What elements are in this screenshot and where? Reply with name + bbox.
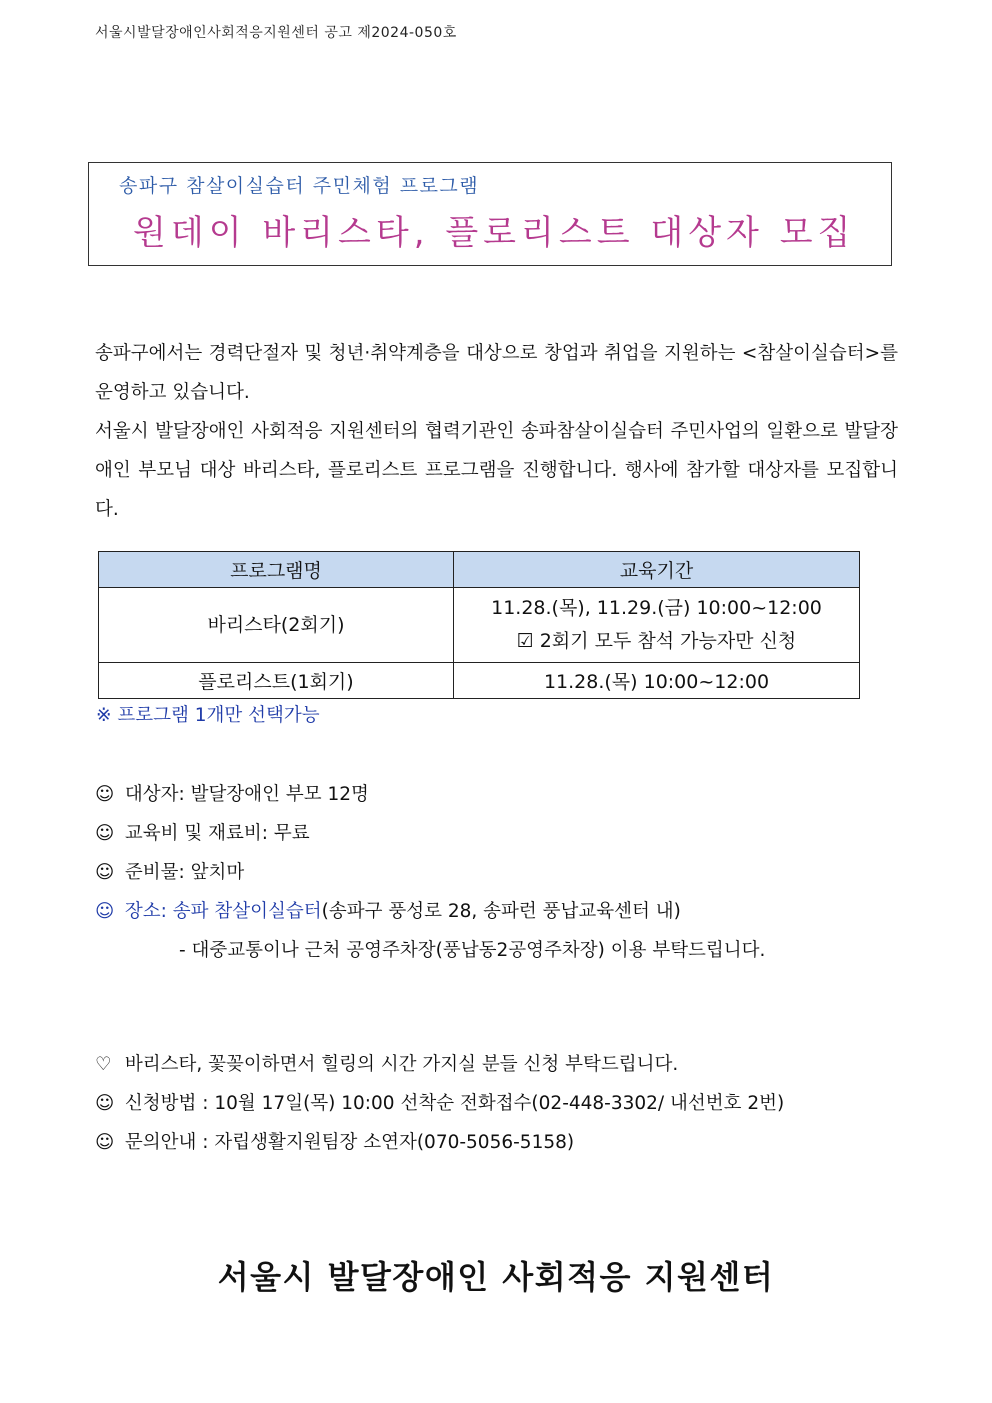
table-row bbox=[99, 663, 860, 699]
smile-icon: ☺ bbox=[95, 1093, 115, 1114]
selection-note: ※ 프로그램 1개만 선택가능 bbox=[96, 705, 320, 726]
place-address: (송파구 풍성로 28, 송파런 풍납교육센터 내) bbox=[321, 901, 681, 922]
schedule-table bbox=[98, 551, 860, 699]
details-list bbox=[95, 775, 765, 970]
page-title: 원데이 바리스타, 플로리스트 대상자 모집 bbox=[133, 213, 856, 253]
program-name-barista: 바리스타(2회기) bbox=[99, 588, 454, 663]
heart-icon: ♡ bbox=[95, 1054, 112, 1075]
program-period-florist: 11.28.(목) 10:00~12:00 bbox=[454, 663, 860, 699]
program-subtitle: 송파구 참살이실습터 주민체험 프로그램 bbox=[119, 175, 480, 197]
column-header-program: 프로그램명 bbox=[99, 552, 454, 588]
program-name-florist: 플로리스트(1회기) bbox=[99, 663, 454, 699]
list-item bbox=[95, 892, 765, 931]
list-item bbox=[95, 775, 765, 814]
column-header-period: 교육기간 bbox=[454, 552, 860, 588]
smile-icon: ☺ bbox=[95, 823, 115, 844]
list-item bbox=[95, 1123, 784, 1162]
table-row bbox=[99, 588, 860, 663]
intro-text bbox=[95, 334, 898, 529]
smile-icon: ☺ bbox=[95, 901, 115, 922]
list-item bbox=[95, 814, 765, 853]
organization-name: 서울시 발달장애인 사회적응 지원센터 bbox=[217, 1258, 775, 1296]
program-period-barista bbox=[454, 588, 860, 663]
target-text: 대상자: 발달장애인 부모 12명 bbox=[124, 784, 369, 805]
notice-number: 서울시발달장애인사회적응지원센터 공고 제2024-050호 bbox=[95, 25, 457, 41]
supplies-text: 준비물: 앞치마 bbox=[124, 862, 245, 883]
title-box bbox=[88, 162, 892, 266]
intro-paragraph-2: 서울시 발달장애인 사회적응 지원센터의 협력기관인 송파참살이실습터 주민사업의 일환으로 발달장애인 부모님 대상 바리스타, 플로리스트 프로그램을 진행합니다. 행사에 참가할 대상자를 모집합니다. bbox=[95, 421, 898, 520]
table-header-row bbox=[99, 552, 860, 588]
barista-dates: 11.28.(목), 11.29.(금) 10:00~12:00 bbox=[491, 597, 822, 619]
list-item bbox=[95, 1084, 784, 1123]
smile-icon: ☺ bbox=[95, 784, 115, 805]
invite-text: 바리스타, 꽃꽂이하면서 힐링의 시간 가지실 분들 신청 부탁드립니다. bbox=[124, 1054, 679, 1075]
place-note: - 대중교통이나 근처 공영주차장(풍납동2공영주차장) 이용 부탁드립니다. bbox=[179, 940, 766, 961]
smile-icon: ☺ bbox=[95, 862, 115, 883]
inquiry-text: 문의안내 : 자립생활지원팀장 소연자(070-5056-5158) bbox=[124, 1132, 575, 1153]
list-item bbox=[95, 853, 765, 892]
cost-text: 교육비 및 재료비: 무료 bbox=[124, 823, 310, 844]
place-label: 장소: 송파 참살이실습터 bbox=[124, 901, 322, 922]
smile-icon: ☺ bbox=[95, 1132, 115, 1153]
barista-condition: ☑ 2회기 모두 참석 가능자만 신청 bbox=[516, 630, 797, 652]
apply-method-text: 신청방법 : 10월 17일(목) 10:00 선착순 전화접수(02-448-3302/ 내선번호 2번) bbox=[124, 1093, 785, 1114]
intro-paragraph-1: 송파구에서는 경력단절자 및 청년·취약계층을 대상으로 창업과 취업을 지원하는 <참살이실습터>를 운영하고 있습니다. bbox=[95, 343, 898, 403]
contact-list bbox=[95, 1045, 784, 1162]
list-item bbox=[95, 1045, 784, 1084]
